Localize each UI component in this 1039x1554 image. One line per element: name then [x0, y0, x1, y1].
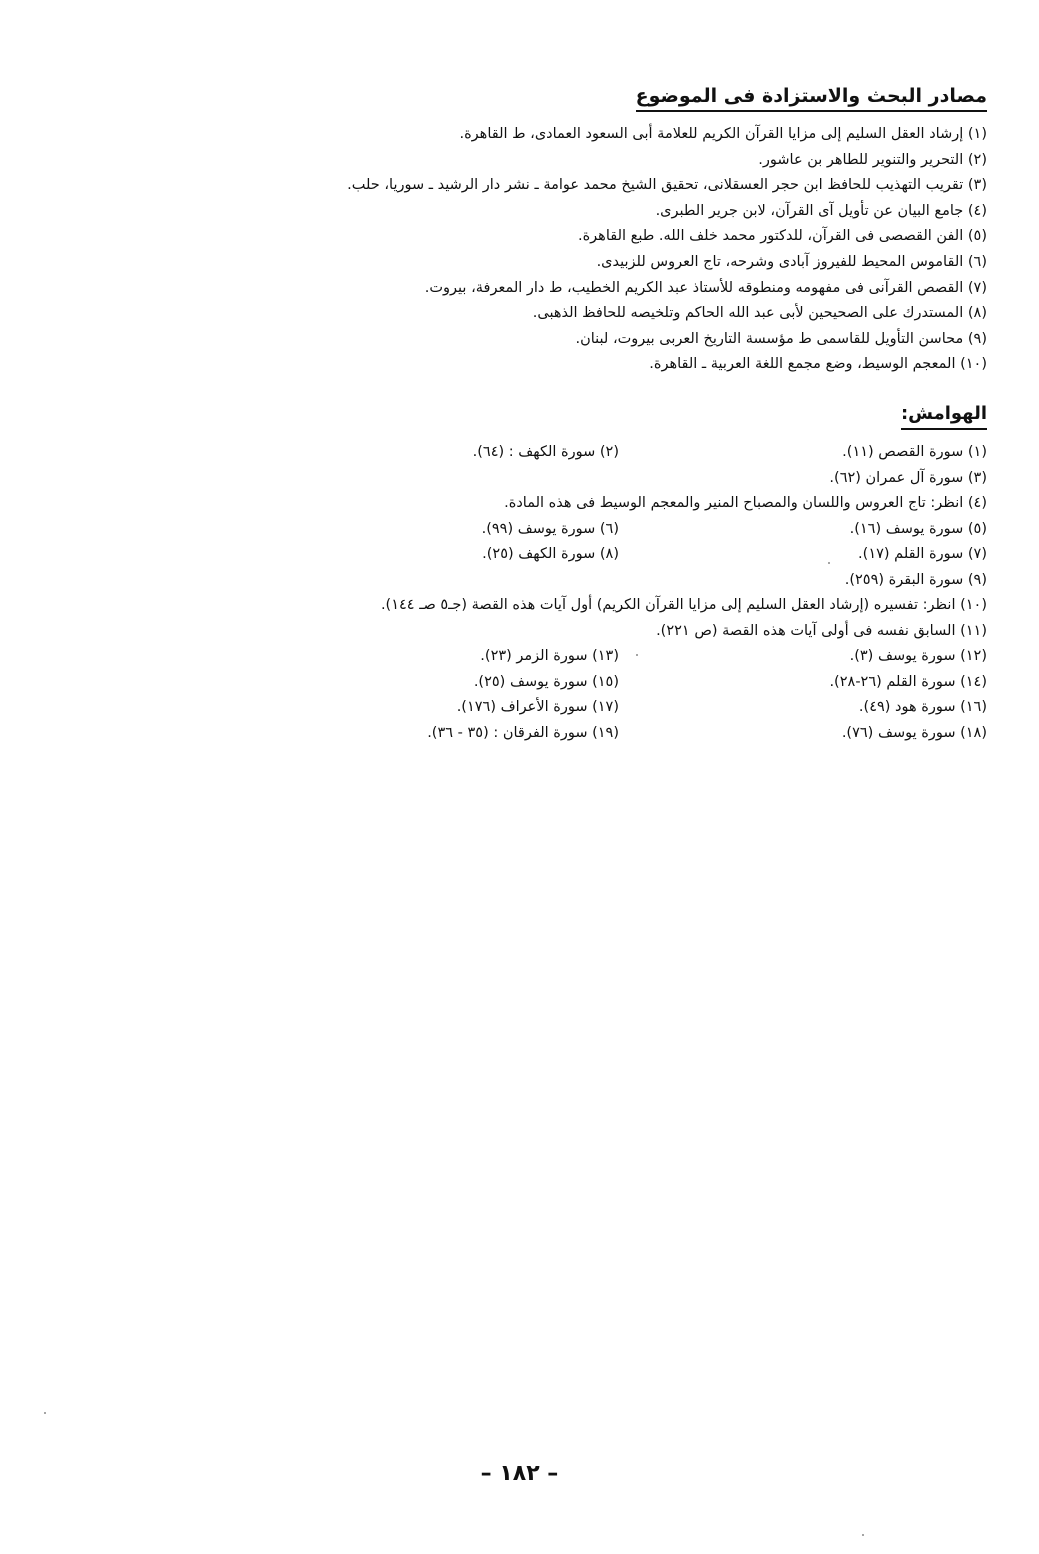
- note-item: (١٠) انظر: تفسيره (إرشاد العقل السليم إلى مزايا القرآن الكريم) أول آيات هذه القصة (جـ٥ صـ ١٤٤).: [380, 597, 987, 613]
- scan-speck: [636, 654, 638, 656]
- source-item: (٩) محاسن التأويل للقاسمى ط مؤسسة التاريخ العربى بيروت، لبنان.: [575, 330, 987, 347]
- sources-heading: مصادر البحث والاستزادة فى الموضوع: [636, 84, 987, 112]
- note-item: (٨) سورة الكهف (٢٥).: [482, 546, 619, 562]
- note-item: (٤) انظر: تاج العروس واللسان والمصباح المنير والمعجم الوسيط فى هذه المادة.: [504, 495, 987, 511]
- note-row: [247, 491, 987, 517]
- source-item: (٤) جامع البيان عن تأويل آى القرآن، لابن جرير الطبرى.: [655, 202, 987, 219]
- note-row: [247, 619, 987, 645]
- notes-list: [247, 440, 987, 746]
- source-item: (١٠) المعجم الوسيط، وضع مجمع اللغة العربية ـ القاهرة.: [649, 356, 987, 373]
- source-item: (١) إرشاد العقل السليم إلى مزايا القرآن الكريم للعلامة أبى السعود العمادى، ط القاهرة.: [459, 126, 987, 142]
- scan-speck: [862, 1534, 864, 1536]
- note-item: (١٩) سورة الفرقان : (٣٥ - ٣٦).: [427, 724, 619, 741]
- note-item: (١٦) سورة هود (٤٩).: [858, 699, 987, 715]
- note-item: (٧) سورة القلم (١٧).: [858, 546, 987, 562]
- source-item: (٥) الفن القصصى فى القرآن، للدكتور محمد خلف الله. طبع القاهرة.: [577, 228, 987, 245]
- note-row: [247, 644, 987, 670]
- note-row: [247, 440, 987, 466]
- note-row: [247, 593, 987, 619]
- source-item: (٦) القاموس المحيط للفيروز آبادى وشرحه، تاج العروس للزبيدى.: [596, 253, 987, 270]
- note-item: (١٥) سورة يوسف (٢٥).: [473, 673, 619, 690]
- notes-heading: الهوامش:: [901, 402, 987, 430]
- note-item: (١٢) سورة يوسف (٣).: [849, 648, 987, 664]
- page-number: – ١٨٢ –: [480, 1461, 559, 1486]
- note-row: [247, 721, 987, 747]
- note-row: [247, 568, 987, 594]
- note-row: [247, 542, 987, 568]
- scan-speck: [44, 1412, 46, 1414]
- note-item: (١٤) سورة القلم (٢٦-٢٨).: [829, 673, 987, 690]
- note-row: [247, 517, 987, 543]
- note-item: (١) سورة القصص (١١).: [842, 444, 987, 460]
- source-item: (٣) تقريب التهذيب للحافظ ابن حجر العسقلانى، تحقيق الشيخ محمد عوامة ـ نشر دار الرشيد ـ سوريا، حلب.: [347, 177, 987, 194]
- note-item: (٣) سورة آل عمران (٦٢).: [829, 469, 987, 486]
- source-item: (٨) المستدرك على الصحيحين لأبى عبد الله الحاكم وتلخيصه للحافظ الذهبى.: [532, 305, 987, 322]
- sources-list: [227, 122, 987, 378]
- note-item: (١٧) سورة الأعراف (١٧٦).: [456, 699, 619, 715]
- source-item: (٢) التحرير والتنوير للطاهر بن عاشور.: [758, 151, 987, 168]
- note-item: (١٣) سورة الزمر (٢٣).: [480, 648, 619, 664]
- note-row: [247, 466, 987, 492]
- note-row: [247, 670, 987, 696]
- note-item: (٩) سورة البقرة (٢٥٩).: [844, 571, 987, 588]
- note-item: (٦) سورة يوسف (٩٩).: [481, 520, 619, 537]
- scan-speck: [828, 562, 830, 564]
- note-row: [247, 695, 987, 721]
- note-item: (٢) سورة الكهف : (٦٤).: [472, 444, 619, 460]
- note-item: (١١) السابق نفسه فى أولى آيات هذه القصة (ص ٢٢١).: [656, 622, 987, 639]
- source-item: (٧) القصص القرآنى فى مفهومه ومنطوقه للأستاذ عبد الكريم الخطيب، ط دار المعرفة، بيروت.: [424, 279, 987, 296]
- note-item: (١٨) سورة يوسف (٧٦).: [841, 724, 987, 741]
- note-item: (٥) سورة يوسف (١٦).: [849, 520, 987, 537]
